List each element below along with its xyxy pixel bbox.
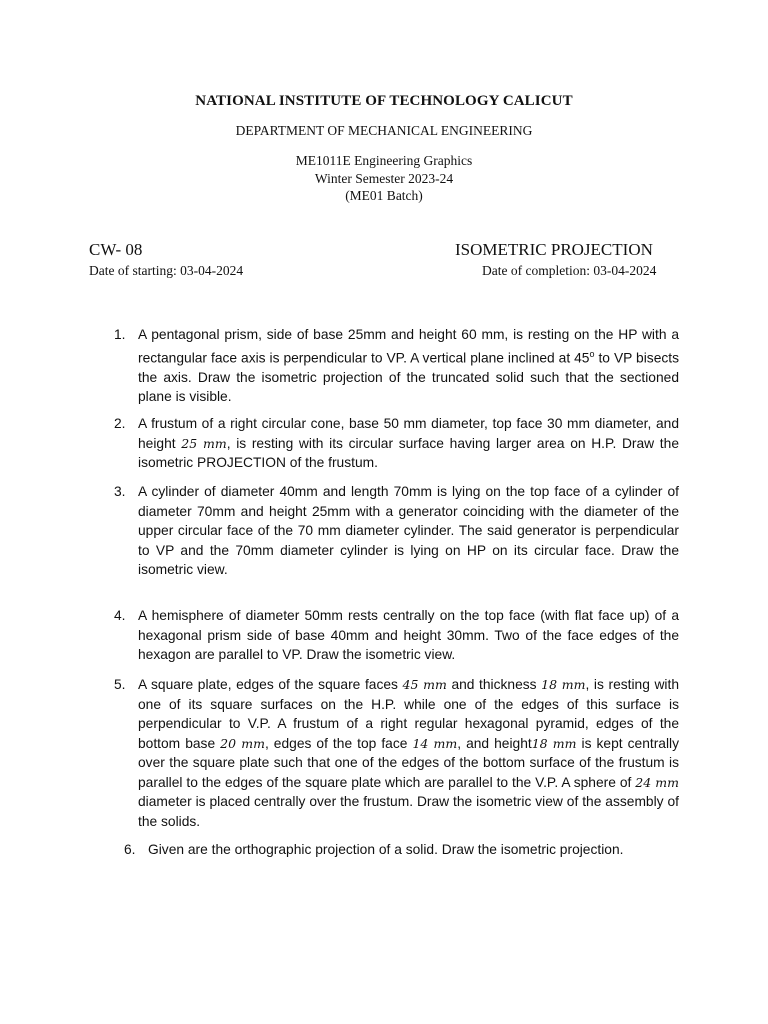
question-text: Given are the orthographic projection of a solid. Draw the isometric projection. xyxy=(148,842,624,857)
text-run: and thickness xyxy=(446,677,542,692)
question-number: 2. xyxy=(114,416,126,431)
date-of-starting: Date of starting: 03-04-2024 xyxy=(89,263,244,278)
department-name: DEPARTMENT OF MECHANICAL ENGINEERING xyxy=(235,123,533,138)
batch: (ME01 Batch) xyxy=(345,188,423,203)
institute-name: NATIONAL INSTITUTE OF TECHNOLOGY CALICUT xyxy=(195,93,573,109)
text-run: , and height xyxy=(457,735,532,751)
text-run: to VP bisects the axis. Draw the isometric projection of the truncated solid such that the sectioned plane is visible. xyxy=(138,350,680,405)
assignment-title: ISOMETRIC PROJECTION xyxy=(455,240,653,259)
text-run: is kept centrally over the square plate such that one of the edges of the bottom surface of the frustum is parallel to the edges of the square plate which are parallel to the V.P. A sphere of xyxy=(138,735,679,790)
text-run: diameter is placed centrally over the frustum. Draw the isometric view of the assembly of the solids. xyxy=(138,794,679,829)
math-value: 18 mm xyxy=(541,677,586,692)
question-number: 5. xyxy=(114,677,126,692)
text-run: , is resting with its circular surface having larger area on H.P. Draw the isometric PROJECTION of the frustum. xyxy=(138,435,679,470)
math-value: 25 mm xyxy=(181,435,227,451)
semester: Winter Semester 2023-24 xyxy=(314,170,454,186)
question-text: A cylinder of diameter 40mm and length 70mm is lying on the top face of a cylinder of diameter 70mm and height 25mm with a generator coinciding with the diameter of the upper circular face of the 70 mm diameter cylinder. The said generator is perpendicular to VP and the 70mm diameter cylinder is lying on HP on its circular face. Draw the isometric view. xyxy=(138,484,679,577)
course-info xyxy=(0,152,768,205)
math-value: 18 mm xyxy=(531,735,577,751)
text-run: A frustum of a right circular cone, base 50 mm diameter, top face 30 mm diameter, and height xyxy=(138,416,679,451)
course-title: ME1011E Engineering Graphics xyxy=(295,153,473,168)
question-text xyxy=(138,325,679,407)
question-number: 4. xyxy=(114,608,126,623)
math-value: 24 mm xyxy=(635,774,679,790)
question-number: 6. xyxy=(124,842,136,857)
degree-superscript: o xyxy=(589,348,595,359)
question-number: 3. xyxy=(114,484,126,499)
date-of-completion: Date of completion: 03-04-2024 xyxy=(482,263,657,278)
assignment-code: CW- 08 xyxy=(89,240,143,259)
text-run: , is resting with one of its square surfaces on the H.P. while one of the edges of this surface is perpendicular to V.P. A frustum of a right regular hexagonal pyramid, edges of the bottom base xyxy=(138,677,680,751)
question-text xyxy=(138,414,679,473)
text-run: A pentagonal prism, side of base 25mm and height 60 mm, is resting on the HP with a rectangular face axis is perpendicular to VP. A vertical plane inclined at 45 xyxy=(138,327,679,366)
text-run: , edges of the top face xyxy=(264,735,413,751)
math-value: 45 mm xyxy=(402,677,447,692)
question-text: A hemisphere of diameter 50mm rests centrally on the top face (with flat face up) of a hexagonal prism side of base 40mm and height 30mm. Two of the face edges of the hexagon are parallel to VP. Draw the isometric view. xyxy=(138,608,679,662)
math-value: 20 mm xyxy=(220,735,265,751)
text-run: A square plate, edges of the square faces xyxy=(138,677,403,692)
math-value: 14 mm xyxy=(412,735,458,751)
question-number: 1. xyxy=(114,327,126,342)
question-text xyxy=(138,675,679,831)
